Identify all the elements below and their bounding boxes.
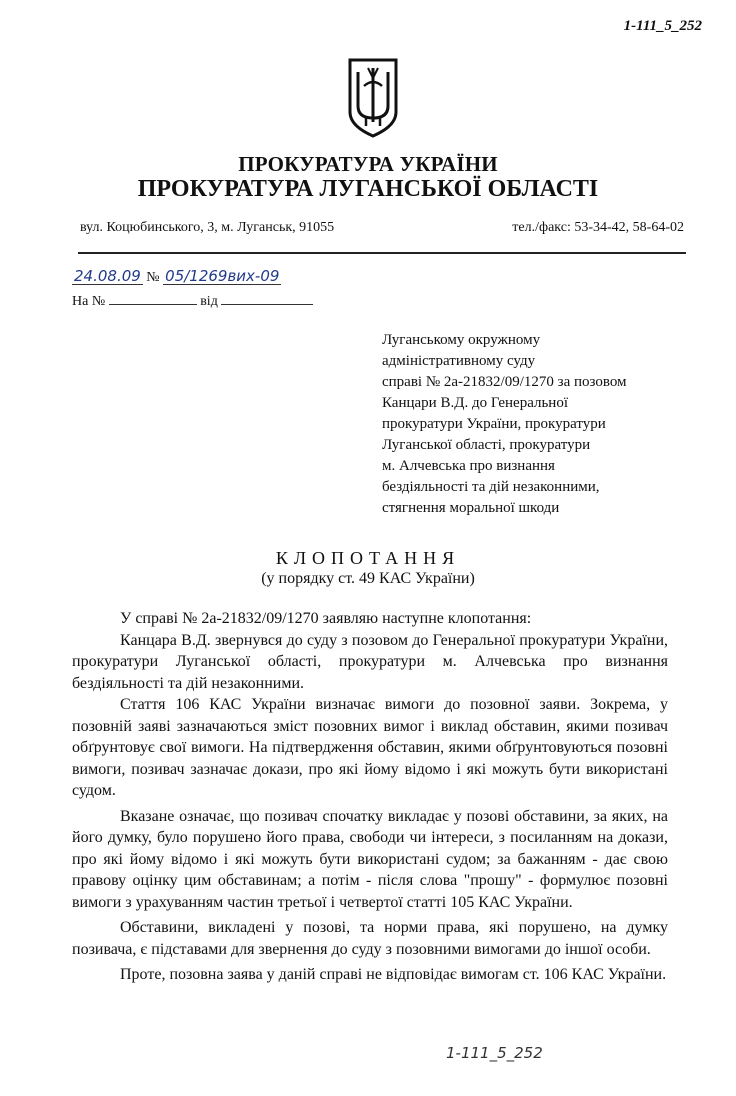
addressee-line: Луганської області, прокуратури xyxy=(382,437,591,453)
body-paragraph: У справі № 2а-21832/09/1270 заявляю наступне клопотання: xyxy=(120,610,532,627)
org-phone: тел./факс: 53-34-42, 58-64-02 xyxy=(512,220,684,235)
body-paragraph: Стаття 106 КАС України визначає вимоги до позовної заяви. Зокрема, у позовній заяві зазначаються зміст позовних вимог і виклад обставин, якими позивач обґрунтовує свої вимоги. На підтвердження обставин, якими обґрунтовуються позовні вимоги, позивач зазначає докази, про які йому відомо і які можуть бути використані судом. xyxy=(72,696,668,799)
addressee-line: Канцари В.Д. до Генеральної xyxy=(382,395,569,411)
registration-date: 24.08.09 xyxy=(74,267,141,285)
addressee-line: справі № 2а-21832/09/1270 за позовом xyxy=(382,374,627,390)
document-title: КЛОПОТАННЯ xyxy=(275,548,461,568)
trident-emblem-icon xyxy=(344,56,402,138)
registration-line xyxy=(72,268,281,286)
addressee-line: бездіяльності та дій незаконними, xyxy=(382,479,600,495)
document-body xyxy=(72,608,668,986)
addressee-block xyxy=(382,330,702,519)
addressee-line: стягнення моральної шкоди xyxy=(382,500,560,516)
document-id: 1-111_5_252 xyxy=(623,18,702,34)
body-paragraph: Обставини, викладені у позові, та норми права, які порушено, на думку позивача, є підставами для звернення до суду з позовними вимогами до іншої особи. xyxy=(72,919,668,958)
body-paragraph: Проте, позовна заява у даній справі не відповідає вимогам ст. 106 КАС України. xyxy=(120,966,667,983)
org-name-secondary: ПРОКУРАТУРА ЛУГАНСЬКОЇ ОБЛАСТІ xyxy=(137,176,599,202)
header-divider xyxy=(78,252,686,254)
addressee-line: прокуратури України, прокуратури xyxy=(382,416,606,432)
body-paragraph: Вказане означає, що позивач спочатку викладає у позові обставини, за яких, на його думку, було порушено його права, свободи чи інтереси, з посиланням на докази, про які йому відомо і які можуть бути використані судом; за бажанням - дає свою правову оцінку цим обставинам; а потім - після слова "прошу" - формулює позовні вимоги з урахуванням частин третьої і четвертої статті 105 КАС України. xyxy=(72,807,668,911)
addressee-line: Луганському окружному xyxy=(382,332,541,348)
body-paragraph: Канцара В.Д. звернувся до суду з позовом до Генеральної прокуратури України, прокуратури Луганської області, прокуратури м. Алчевська про визнання бездіяльності та дій незаконними. xyxy=(72,631,668,692)
document-subtitle: (у порядку ст. 49 КАС України) xyxy=(261,570,475,587)
registration-number: 05/1269вих-09 xyxy=(165,267,280,285)
org-address: вул. Коцюбинського, 3, м. Луганськ, 91055 xyxy=(80,220,335,235)
org-name-primary: ПРОКУРАТУРА УКРАЇНИ xyxy=(238,152,498,176)
reply-reference-line xyxy=(72,290,313,310)
reply-no-label: На № xyxy=(72,294,106,309)
reply-number-blank xyxy=(109,290,197,305)
reply-date-blank xyxy=(221,290,313,305)
handwritten-archive-number: 1-111_5_252 xyxy=(446,1044,543,1062)
addressee-line: адміністративному суду xyxy=(382,353,536,369)
registration-no-label: № xyxy=(146,270,160,285)
addressee-line: м. Алчевська про визнання xyxy=(382,458,555,474)
reply-from-label: від xyxy=(200,294,218,309)
